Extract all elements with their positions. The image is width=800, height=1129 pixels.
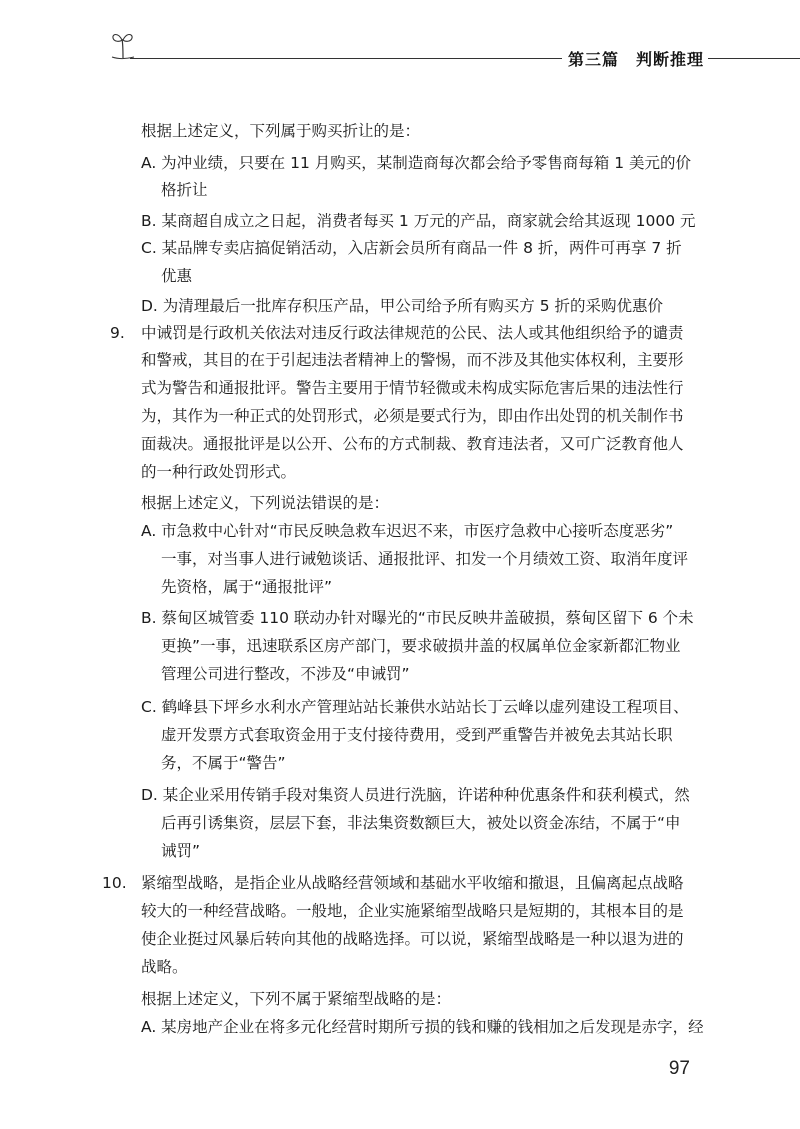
- text-line: 式为警告和通报批评。警告主要用于情节轻微或未构成实际危害后果的违法性行: [141, 379, 684, 397]
- text-line: 的一种行政处罚形式。: [141, 463, 297, 481]
- text-line: A. 市急救中心针对“市民反映急救车迟迟不来，市医疗急救中心接听态度恶劣”: [141, 522, 674, 540]
- text-line: D. 为清理最后一批库存积压产品，甲公司给予所有购买方 5 折的采购优惠价: [141, 297, 664, 315]
- question-number: 9.: [110, 324, 125, 342]
- text-line: B. 某商超自成立之日起，消费者每买 1 万元的产品，商家就会给其返现 1000 元: [141, 212, 696, 230]
- text-line: 更换”一事，迅速联系区房产部门，要求破损井盖的权属单位金家新都汇物业: [161, 637, 681, 655]
- text-line: 根据上述定义，下列属于购买折让的是：: [141, 122, 421, 140]
- text-line: D. 某企业采用传销手段对集资人员进行洗脑，许诺种种优惠条件和获利模式，然: [141, 786, 690, 804]
- text-line: 务，不属于“警告”: [161, 754, 286, 772]
- text-line: 和警戒，其目的在于引起违法者精神上的警惕，而不涉及其他实体权利，主要形: [141, 351, 684, 369]
- text-line: 格折让: [161, 181, 208, 199]
- text-line: C. 某品牌专卖店搞促销活动，入店新会员所有商品一件 8 折，两件可再享 7 折: [141, 239, 682, 257]
- text-line: 面裁决。通报批评是以公开、公布的方式制裁、教育违法者，又可广泛教育他人: [141, 435, 684, 453]
- text-line: 虚开发票方式套取资金用于支付接待费用，受到严重警告并被免去其站长职: [161, 726, 673, 744]
- text-line: 紧缩型战略，是指企业从战略经营领域和基础水平收缩和撤退，且偏离起点战略: [141, 874, 684, 892]
- text-line: 中诫罚是行政机关依法对违反行政法律规范的公民、法人或其他组织给予的谴责: [141, 324, 684, 342]
- text-line: 管理公司进行整改，不涉及“申诫罚”: [161, 665, 410, 683]
- text-line: A. 为冲业绩，只要在 11 月购买，某制造商每次都会给予零售商每箱 1 美元的价: [141, 154, 691, 172]
- text-line: B. 蔡甸区城管委 110 联动办针对曝光的“市民反映井盖破损，蔡甸区留下 6 个未: [141, 609, 694, 627]
- page-number: 97: [668, 1058, 690, 1079]
- text-line: 根据上述定义，下列不属于紧缩型战略的是：: [141, 990, 452, 1008]
- text-line: 战略。: [141, 958, 188, 976]
- text-line: C. 鹤峰县下坪乡水利水产管理站站长兼供水站站长丁云峰以虚列建设工程项目、: [141, 698, 689, 716]
- text-line: 诫罚”: [161, 842, 201, 860]
- text-line: 为，其作为一种正式的处罚形式，必须是要式行为，即由作出处罚的机关制作书: [141, 407, 684, 425]
- text-line: A. 某房地产企业在将多元化经营时期所亏损的钱和赚的钱相加之后发现是赤字，经: [141, 1018, 704, 1036]
- text-line: 一事，对当事人进行诫勉谈话、通报批评、扣发一个月绩效工资、取消年度评: [161, 550, 689, 568]
- question-number: 10.: [102, 874, 127, 892]
- section-title: 第三篇 判断推理: [568, 50, 705, 69]
- text-line: 较大的一种经营战略。一般地，企业实施紧缩型战略只是短期的，其根本目的是: [141, 902, 684, 920]
- text-line: 根据上述定义，下列说法错误的是：: [141, 494, 390, 512]
- text-line: 使企业挺过风暴后转向其他的战略选择。可以说，紧缩型战略是一种以退为进的: [141, 930, 684, 948]
- text-line: 后再引诱集资，层层下套，非法集资数额巨大，被处以资金冻结，不属于“申: [161, 814, 681, 832]
- text-line: 优惠: [161, 267, 193, 285]
- text-line: 先资格，属于“通报批评”: [161, 578, 333, 596]
